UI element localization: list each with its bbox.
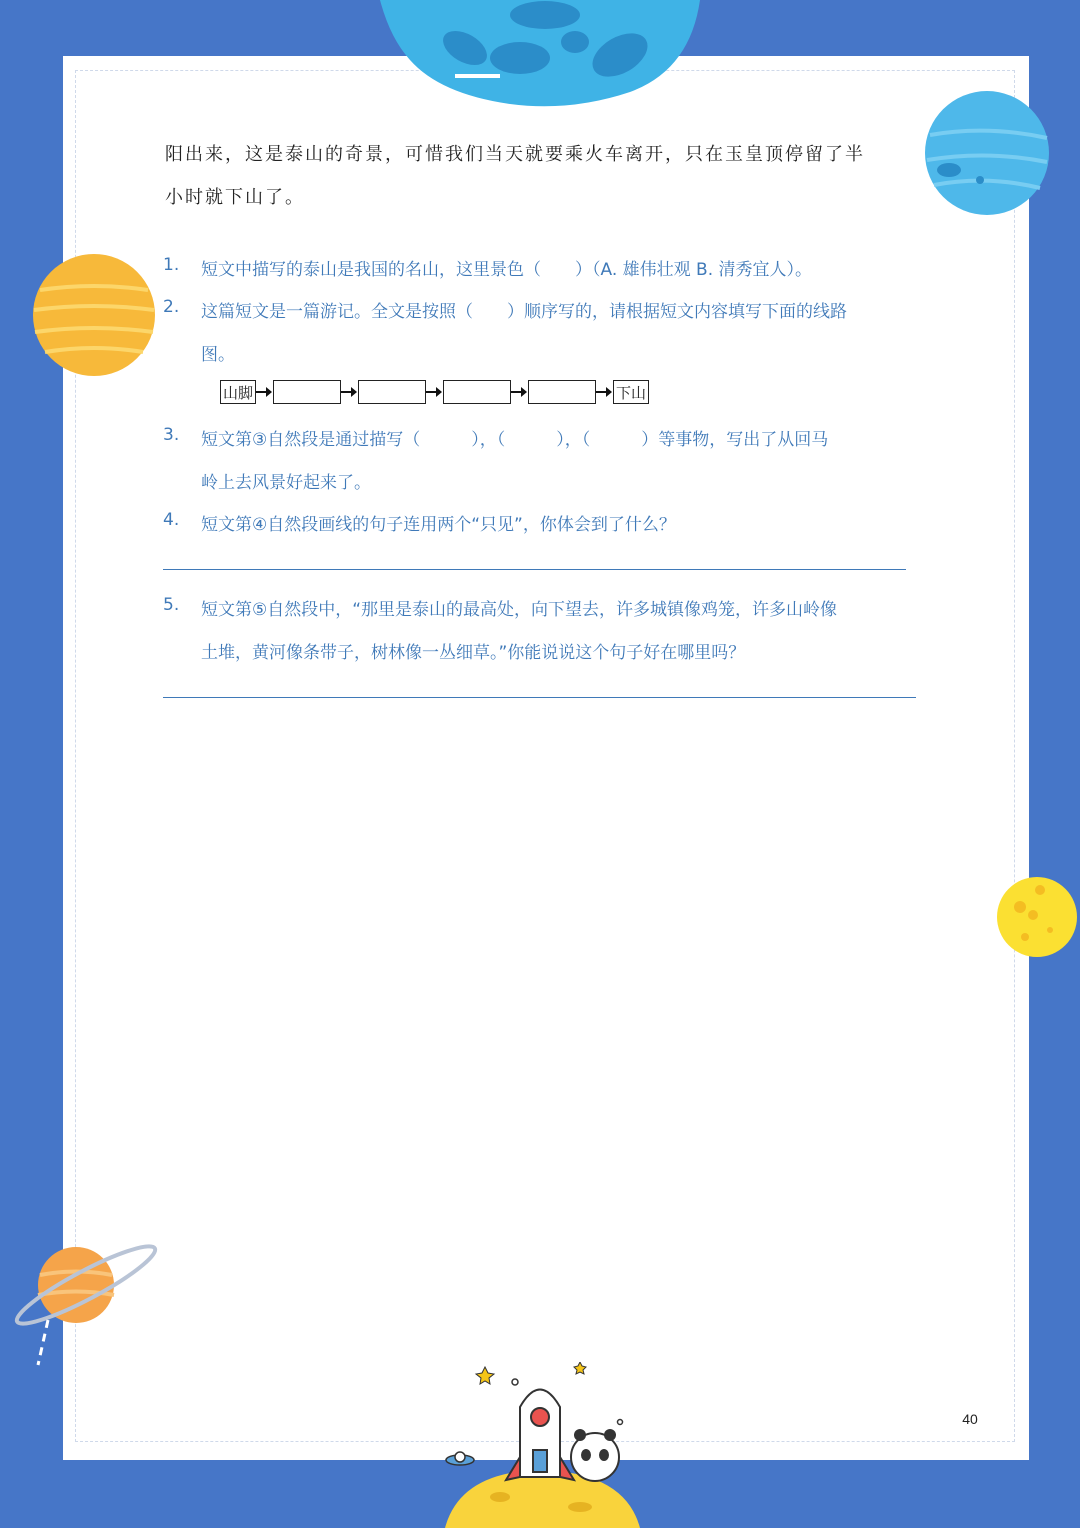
question-text: 短文第④自然段画线的句子连用两个“只见”，你体会到了什么？ <box>201 515 676 535</box>
question-text: 短文第⑤自然段中，“那里是泰山的最高处，向下望去，许多城镇像鸡笼，许多山岭像 <box>201 600 838 620</box>
page-number: 40 <box>962 1411 978 1427</box>
question-text: 短文第③自然段是通过描写（ ），（ ），（ ）等事物，写出了从回马 <box>201 430 829 450</box>
question-number: 4. <box>163 510 180 530</box>
route-diagram <box>220 379 649 405</box>
question-text: 土堆，黄河像条带子，树林像一丛细草。”你能说说这个句子好在哪里吗？ <box>201 643 746 663</box>
yellow-planet-icon <box>30 252 160 378</box>
blue-planet-icon <box>922 90 1052 220</box>
ringed-planet-icon <box>8 1240 158 1370</box>
question-text: 图。 <box>201 345 235 365</box>
route-start-box: 山脚 <box>220 380 256 404</box>
question-number: 3. <box>163 425 180 445</box>
passage-line-2: 小时就下山了。 <box>165 187 305 208</box>
answer-line-q5[interactable] <box>163 697 916 698</box>
rocket-panda-illustration <box>440 1362 650 1528</box>
arrow-right-icon <box>256 391 268 393</box>
arrow-right-icon <box>426 391 438 393</box>
route-blank-box[interactable] <box>273 380 341 404</box>
route-blank-box[interactable] <box>528 380 596 404</box>
question-text: 短文中描写的泰山是我国的名山，这里景色（ ）（A. 雄伟壮观 B. 清秀宜人）。 <box>201 260 813 280</box>
route-end-box: 下山 <box>613 380 649 404</box>
top-blue-moon-icon <box>370 0 710 110</box>
question-number: 5. <box>163 595 180 615</box>
arrow-right-icon <box>596 391 608 393</box>
question-number: 2. <box>163 297 180 317</box>
yellow-moon-icon <box>995 875 1080 960</box>
route-blank-box[interactable] <box>443 380 511 404</box>
arrow-right-icon <box>511 391 523 393</box>
answer-line-q4[interactable] <box>163 569 906 570</box>
passage-line-1: 阳出来，这是泰山的奇景，可惜我们当天就要乘火车离开，只在玉皇顶停留了半 <box>165 144 865 165</box>
arrow-right-icon <box>341 391 353 393</box>
question-number: 1. <box>163 255 180 275</box>
route-blank-box[interactable] <box>358 380 426 404</box>
question-text: 这篇短文是一篇游记。全文是按照（ ）顺序写的，请根据短文内容填写下面的线路 <box>201 302 847 322</box>
question-text: 岭上去风景好起来了。 <box>201 473 371 493</box>
